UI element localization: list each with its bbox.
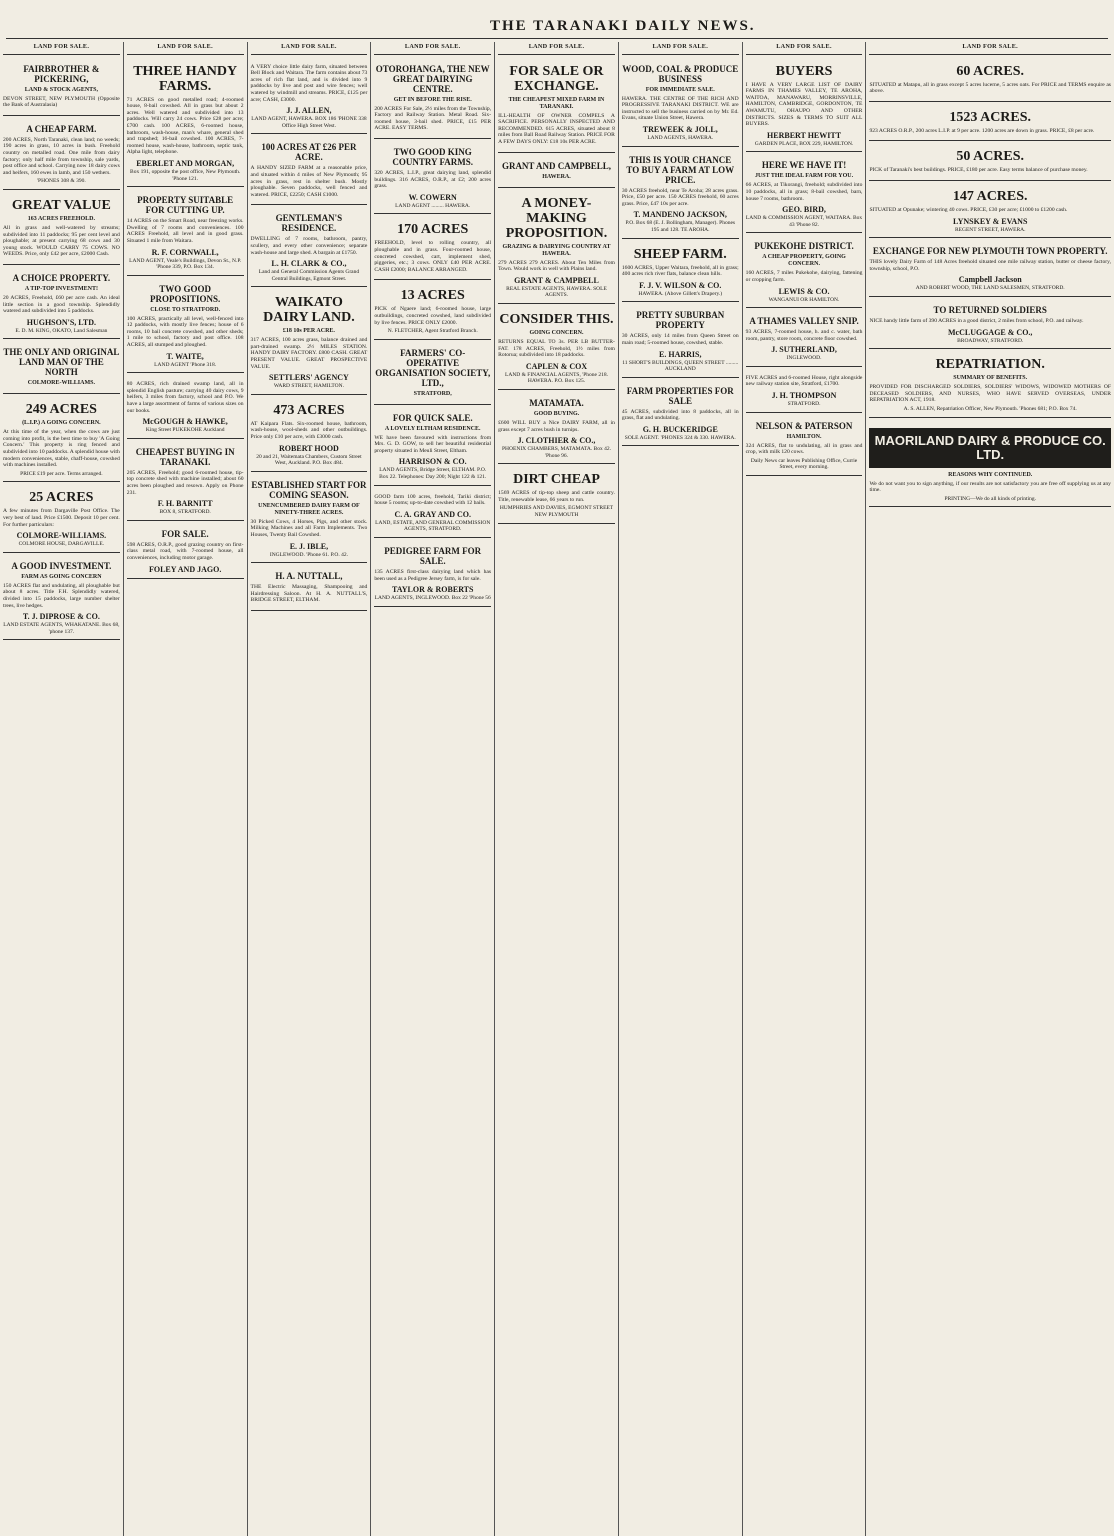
ad-body-text: 14 ACRES on the Smart Road, near freezing works. Dwelling of 7 rooms and conveniences. 100 ACRES Freehold, all level and in good grass. Situated 1 mile from Waitara. [126,218,244,244]
advertisement [374,142,491,214]
agent-address: 20 and 21, Waitemata Chambers, Custom Street West, Auckland. P.O. Box 484. [256,453,362,467]
advertisement [869,300,1111,349]
ad-subtitle: COLMORE-WILLIAMS. [27,380,95,387]
ad-title: A CHOICE PROPERTY. [12,272,111,283]
ad-title: TO RETURNED SOLDIERS [933,304,1047,315]
advertisement [746,236,863,308]
ad-title: GENTLEMAN'S RESIDENCE. [275,213,343,234]
agent-address: SOLE AGENT. 'PHONES 324 & 330. HAWERA. [624,434,736,441]
ad-title: TWO GOOD PROPOSITIONS. [150,283,221,304]
agent-address: REAL ESTATE AGENTS, HAWERA. SOLE AGENTS. [506,285,607,299]
agent-name: HUGHSON'S, LTD. [26,317,97,327]
ad-title: THREE HANDY FARMS. [133,63,238,94]
ad-body-text: 923 ACRES O.R.P., 200 acres L.I.P. at 9 per acre. 1200 acres are down in grass. PRICE, £8 per acre. [869,127,1095,134]
ad-title: 1523 ACRES. [949,109,1032,125]
ad-body-text: WE have been favoured with instructions from Mrs. G. D. GOW, to sell her beautiful residential property situated in Meuli Street, Eltham. [374,434,492,454]
ad-body-text: HAWERA. THE CENTRE OF THE RICH AND PROGRESSIVE TARANAKI DISTRICT. WE are instructed to sell the business carried on by Mr. Ed. Evans, situate Union Street, Hawera. [621,95,739,122]
agent-name: W. COWERN [408,192,457,202]
ad-body-text: PICK of Ngaere land; 6-roomed house, large outbuildings, concreted cowshed, land subdivided by live fences. PRICE ONLY £2000. [374,306,492,326]
advertisement [374,408,491,486]
ad-body-text: All in grass and well-watered by streams; subdivided into 11 paddocks; 95 per cent level and ploughable; at present carrying 68 cows and 30 young stock. WOULD CARRY 75 COWS. NO WEEDS. Price, only £42 per acre, £2000 Cash. [3,224,120,258]
ad-subtitle: HAMILTON. [786,433,822,440]
advertisement [622,381,739,447]
agent-name: TREWEEK & JOLL, [642,124,718,134]
advertisement [127,524,244,579]
ad-body-text: 30 Picked Cows, 4 Horses, Pigs, and other stock. Milking Machines and all Farm Implements. Two Houses, Twenty Bail Cowshed. [250,518,368,538]
agent-name: T. MANDENO JACKSON, [633,210,727,220]
column-heading: LAND FOR SALE. [374,42,491,55]
agent-name: J. J. ALLEN, [286,106,332,116]
agent-address: LAND ESTATE AGENTS, WHAKATANE. Box 68, 'phone 137. [3,622,120,635]
ad-subtitle: GET IN BEFORE THE RISE. [393,96,472,103]
agent-name: EBERLET AND MORGAN, [136,158,235,168]
agent-name: E. HARRIS, [659,349,702,359]
ad-body-text: A few minutes from Dargaville Post Office. The very best of land. Price £1500. Deposit 10 per cent. For further particulars: [3,508,120,528]
agent-address: P.O. Box 68 (E. J. Bollingham, Manager). Phones 195 and 128. TE AROHA. [625,220,736,233]
agent-address: BROADWAY, STRATFORD. [957,337,1024,344]
column-heading: LAND FOR SALE. [498,42,615,55]
agent-address: PRICE £19 per acre. Terms arranged. [20,470,103,477]
ad-body-text: We do not want you to sign anything, if our results are not satisfactory you are free off supplying us at any time. [869,480,1111,494]
advertisement [869,59,1111,102]
agent-name: FOLEY AND JAGO. [148,564,222,574]
ad-title: SHEEP FARM. [633,246,727,262]
agent-address: E. D. M. KING, OKATO, Land Salesman [15,327,108,334]
ad-body-text: PROVIDED FOR DISCHARGED SOLDIERS, SOLDIERS' WIDOWS, WIDOWED MOTHERS OF DECEASED SOLDIERS, AND NURSES, WHO HAVE SERVED OVERSEAS, UNDER REPATRIATION ACT, 1918. [869,384,1111,404]
advertisement [3,342,120,394]
ad-subtitle: FARM AS GOING CONCERN [21,573,102,580]
agent-name: ROBERT HOOD [279,443,339,453]
agent-address: PHOENIX CHAMBERS, MATAMATA. Box 42. 'Phone 96. [502,446,611,459]
ad-body-text: SITUATED at Matapu, all in grass except 5 acres lucerne, 5 acres oats. For PRICE and TERMS enquire as above. [869,81,1111,95]
ad-body-text: FREEHOLD, level to rolling country, all ploughable and in grass. Four-roomed house, concreted cowshed, cart, implement shed, piggeries, etc.; 3 cows. ONLY £40 PER ACRE. CASH £2000; BALANCE ARRANGED. [374,240,492,273]
ad-title: WOOD, COAL & PRODUCE BUSINESS [622,63,739,84]
ad-body-text: 1600 ACRES, Upper Waitara, freehold, all in grass; 400 acres rich river flats, balance clean hills. [621,264,739,278]
ad-title: THIS IS YOUR CHANCE TO BUY A FARM AT LOW PRICE. [626,154,735,185]
ad-subtitle: SUMMARY OF BENEFITS. [953,375,1028,382]
ad-body-text: 71 ACRES on good metalled road; 4-roomed house, 8-bail cowshed. All in grass but about 2 acres. Well watered and subdivided into 13 paddocks. Will carry 24 cows. Price £28 per acre; £700 cash. 100 ACRES, 6-roomed house, bathroom, wash-house, man's whare, general shed and trapshed; 16-bail cowshed. 100 ACRES, 7-roomed house, wash-house, bathroom, septic tank, Alpha light, telephone. [126,96,244,156]
agent-name: HERBERT HEWITT [767,130,842,140]
ad-subtitle: A CHEAP PROPERTY, GOING CONCERN. [762,254,846,268]
ad-title: 147 ACRES. [952,188,1028,204]
advertisement [498,467,615,523]
advertisement [622,59,739,147]
ad-subtitle: REASONS WHY CONTINUED. [948,471,1033,478]
ad-title: BUYERS [775,63,833,79]
advertisement [3,59,120,116]
ad-body-text: 80 ACRES, rich drained swamp land, all in splendid English pasture; carrying 40 dairy cows, 9 heifers, 3 miles from factory, school and P.O. We have a large assortment of farms of various sizes on our books. [126,381,244,414]
column-heading: LAND FOR SALE. [251,42,368,55]
column-heading: LAND FOR SALE. [869,42,1111,55]
ad-body-text: A VERY choice little dairy farm, situated between Bell Block and Waitara. The farm contains about 73 acres of rich flat land, and is divided into 9 paddocks by live and post and wire fences; well watered by windmill and streams. PRICE, £125 per acre; CASH, £3000. [250,63,368,103]
agent-address: BOX 8, STRATFORD. [159,509,211,516]
ad-title: 13 ACRES [400,288,465,304]
ad-subtitle: FOR IMMEDIATE SALE. [645,86,715,93]
ad-title: H. A. NUTTALL, [275,571,343,582]
agent-name: E. J. IBLE, [289,541,329,551]
ad-title: A MONEY-MAKING PROPOSITION. [505,195,608,241]
ad-title: PEDIGREE FARM FOR SALE. [384,546,482,567]
agent-address: STRATFORD. [787,401,821,408]
agent-address: LAND & FINANCIAL AGENTS, 'Phone 218. HAWERA. P.O. Box 125. [504,371,608,385]
advertisement [498,59,615,153]
page-column [124,42,248,1536]
agent-address: LAND AGENT, HAWERA. BOX 186 'PHONE 338 Office High Street West. [251,116,367,129]
ad-body-text: 135 ACRES first-class dairying land which has been used as a Pedigree Jersey farm, is for sale. [374,569,492,582]
page-column [866,42,1114,1536]
ad-body-text: RETURNS EQUAL TO 3s. PER LB BUTTER-FAT. 178 ACRES, Freehold, 1½ miles from Rotorua; subdivided into 18 paddocks. [498,338,615,359]
ad-body-text: AT Kaipara Flats. Six-roomed house, bathroom, wash-house, wool-sheds and other outbuildings. Price only £10 per acre, with £3000 cash. [250,420,368,441]
advertisement [869,241,1111,297]
ad-subtitle: 163 ACRES FREEHOLD. [27,215,95,222]
advertisement [869,184,1111,238]
ad-body-text: 150 ACRES flat and undulating, all ploughable but about 8 acres. Title F.H. Splendidly watered, divided into 15 paddocks, large number shelter trees, live hedges. [3,582,120,609]
agent-address: 'PHONES 308 & 390. [37,178,86,185]
ad-subtitle: THE CHEAPEST MIXED FARM IN TARANAKI. [508,96,605,110]
agent-address: PRINTING—We do all kinds of printing. [944,495,1036,502]
column-heading: LAND FOR SALE. [127,42,244,55]
advertisement [746,59,863,153]
agent-name: J. H. THOMPSON [771,391,837,401]
ad-title: PUKEKOHE DISTRICT. [754,241,854,252]
agent-name: GRANT & CAMPBELL [514,275,599,285]
advertisement [127,59,244,188]
advertisement [746,311,863,367]
advertisement [869,421,1111,508]
agent-address: LAND AGENTS, INGLEWOOD. Box 22 'Phone 56 [374,595,491,602]
agent-name: COLMORE-WILLIAMS. [16,531,107,541]
ad-title: A GOOD INVESTMENT. [11,560,112,571]
agent-name: SETTLERS' AGENCY [269,373,349,383]
ad-title: 50 ACRES. [956,149,1025,165]
ad-title: GREAT VALUE [11,197,111,213]
ad-title: CONSIDER THIS. [499,311,614,327]
ad-title: HERE WE HAVE IT! [761,160,847,171]
advertisement [3,485,120,552]
ad-subtitle: STRATFORD, [413,390,452,397]
advertisement [869,105,1111,142]
ad-body-text: THIS lovely Dairy Farm of 148 Acres freehold situated one mile railway station, butter or cheese factory, township, school, P.O. [869,259,1111,272]
advertisement [3,397,120,482]
ad-title: TWO GOOD KING COUNTRY FARMS. [392,146,474,167]
ad-body-text: 205 ACRES, Freehold; good 6-roomed house, tip-top concrete shed with machine installed; about 60 acres been ploughed and resown. Apply on Phone 231. [126,469,244,496]
masthead [0,0,1114,42]
agent-name: J. CLOTHIER & CO., [517,436,596,446]
ad-title: 473 ACRES [273,402,345,418]
ad-title: A THAMES VALLEY SNIP. [749,316,859,327]
ad-body-text: At this time of the year, when the cows are just coming into profit, is the best time to buy 'A Going Concern.' This property is ring fenced and subdivided into 10 paddocks. A splendid house with modern conveniences, stable, chaff-house, cowshed with machines installed. [3,429,120,469]
company-logo: MAORILAND DAIRY & PRODUCE CO. LTD. [869,428,1111,468]
agent-address: LAND AGENT ......... HAWERA. [395,202,471,209]
ad-body-text: 30 ACRES, only 14 miles from Queen Street on main road; 5-roomed house, cowshed, stable. [621,333,739,346]
ad-title: PRETTY SUBURBAN PROPERTY [636,310,725,331]
advertisement [374,217,491,280]
ad-title: FAIRBROTHER & PICKERING, [23,63,100,84]
agent-address: HAWERA. (Above Gillett's Drapery.) [638,290,723,297]
agent-address: Box 191, opposite the post office, New Plymouth. 'Phone 121. [130,168,241,182]
ad-title: OTOROHANGA, THE NEW GREAT DAIRYING CENTRE. [375,63,490,94]
column-heading: LAND FOR SALE. [622,42,739,55]
advertisement [622,242,739,303]
ad-body-text: FIVE ACRES and 6-roomed House, right alongside new railway station site, Stratford, £1700. [745,374,863,388]
ad-title: NELSON & PATERSON [755,420,853,431]
ad-body-text: DWELLING of 7 rooms, bathroom, pantry, scullery, and every other convenience; separate wash-house and large shed. A bargain at £1750. [250,236,368,256]
advertisement [251,290,368,395]
ad-subtitle: GOING CONCERN. [529,329,584,336]
ad-title: CHEAPEST BUYING IN TARANAKI. [135,446,235,467]
advertisement [746,416,863,476]
ad-body-text: DEVON STREET, NEW PLYMOUTH (Opposite the Bank of Australasia) [3,95,120,109]
ad-title: REPATRIATION. [935,357,1045,373]
agent-address: N. FLETCHER, Agent Stratford Branch. [387,328,478,335]
advertisement [251,59,368,135]
agent-address: INGLEWOOD. [786,355,822,362]
ad-subtitle: £18 10s PER ACRE. [282,328,335,335]
agent-address: AND ROBERT WOOD, THE LAND SALESMEN, STRATFORD. [915,285,1065,292]
agent-address: A. S. ALLEN, Repatriation Officer, New Plymouth. 'Phones 681; P.O. Box 74. [903,405,1077,412]
ad-subtitle: A TIP-TOP INVESTMENT! [24,285,98,292]
ad-subtitle: JUST THE IDEAL FARM FOR YOU. [754,173,854,180]
ad-title: WAIKATO DAIRY LAND. [263,295,355,326]
advertisement [374,59,491,139]
agent-address: INGLEWOOD. 'Phone 61. P.O. 42. [269,551,348,558]
ad-body-text: PICK of Taranaki's best buildings. PRICE, £180 per acre. Easy terms balance of purchase money. [869,167,1088,174]
ad-subtitle: A LOVELY ELTHAM RESIDENCE. [384,425,481,432]
page-column [743,42,867,1536]
ad-title: EXCHANGE FOR NEW PLYMOUTH TOWN PROPERTY. [872,246,1108,257]
columns [0,42,1114,1536]
agent-name: G. H. BUCKERIDGE [642,424,718,434]
agent-name: LYNSKEY & EVANS [953,216,1028,226]
agent-name: LEWIS & CO. [778,286,830,296]
agent-address: HUMPHRIES AND DAVIES, EGMONT STREET NEW PLYMOUTH [499,505,614,519]
page-column [371,42,495,1536]
ad-subtitle: UNENCUMBERED DAIRY FARM OF NINETY-THREE ACRES. [258,502,360,516]
ad-body-text: 100 ACRES, practically all level, well-fenced into 12 paddocks, with mostly live fences; house of 6 rooms, 10 bail concrete cowshed, and other sheds; 1 mile to school, factory and post office. 108 ACRES, all stumped and ploughed. [126,315,244,349]
ad-body-text: 160 ACRES, 7 miles Pukekohe, dairying, fattening or cropping farm. [745,270,863,283]
ad-title: FOR SALE OR EXCHANGE. [509,63,604,94]
page-column [248,42,372,1536]
agent-address: GARDEN PLACE, BOX 229, HAMILTON. [754,140,854,147]
ad-body-text: 200 ACRES For Sale, 2½ miles from the Township, Factory and Railway Station. Metal Road. Six-roomed house, 3-bail shed. PRICE, £15 PER ACRE. EASY TERMS. [374,105,492,132]
advertisement [251,398,368,472]
agent-address: 11 SHORT'S BUILDINGS, QUEEN STREET ......... AUCKLAND [622,359,739,373]
ad-subtitle: LAND & STOCK AGENTS, [24,86,98,93]
advertisement [251,566,368,611]
advertisement [3,268,120,339]
ad-title: MATAMATA. [529,397,584,408]
advertisement [622,150,739,239]
ad-title: DIRT CHEAP [513,472,600,488]
agent-address: LAND & COMMISSION AGENT, WAITARA. Box 43 'Phone 82. [745,215,863,228]
ad-title: FOR SALE. [161,528,209,539]
ad-body-text: NICE handy little farm of 390 ACRES in a good district, 2 miles from school, P.O. and railway. [869,317,1084,324]
agent-name: J. SUTHERLAND, [771,345,837,355]
column-heading: LAND FOR SALE. [746,42,863,55]
advertisement [746,370,863,413]
agent-address: WANGANUI OR HAMILTON. [768,296,840,303]
agent-name: TAYLOR & ROBERTS [391,585,474,595]
masthead-title: THE TARANAKI DAILY NEWS. [490,18,756,34]
agent-name: CAPLEN & COX [525,361,588,371]
ad-body-text: ILL-HEALTH OF OWNER COMPELS A SACRIFICE. PERSONALLY INSPECTED AND RECOMMENDED. 615 ACRES, situated about 8 miles from Ball Road Railway Station. PRICE FOR A FEW DAYS ONLY: £18 10s PER ACRE. [498,112,615,145]
agent-address: LAND AGENTS, HAWERA. [647,134,714,141]
agent-name: McCLUGGAGE & CO., [947,327,1033,337]
agent-name: HARRISON & CO. [398,457,467,467]
ad-title: 60 ACRES. [956,63,1025,79]
advertisement [498,393,615,464]
advertisement [3,556,120,641]
ad-title: FARM PROPERTIES FOR SALE [626,385,734,406]
advertisement [869,352,1111,417]
agent-name: Campbell Jackson [958,275,1022,285]
agent-name: R. F. CORNWALL, [151,247,219,257]
agent-address: Land and General Commission Agents Grand Central Buildings, Egmont Street. [258,269,360,282]
ad-body-text: 20 ACRES, Freehold, £60 per acre cash. An ideal little section in a good township. Splendidly watered and subdivided into 5 paddocks. [3,294,120,315]
agent-name: GEO. BIRD, [782,205,826,215]
ad-body-text: £600 WILL BUY a Nice DAIRY FARM, all in grass except 7 acres bush in turnips. [498,419,615,433]
advertisement [869,144,1111,181]
advertisement [498,156,615,188]
ad-subtitle: HAWERA. [542,173,571,180]
advertisement [251,475,368,563]
advertisement [3,193,120,265]
ad-body-text: 279 ACRES 279 ACRES. About Ten Miles from Town. Would work in well with Plains land. [498,259,615,273]
advertisement [374,343,491,405]
ad-title: ESTABLISHED START FOR COMING SEASON. [251,479,367,500]
agent-name: C. A. GRAY AND CO. [394,509,471,519]
agent-name: F. H. BARNITT [157,499,213,509]
ad-title: 25 ACRES [29,490,94,506]
agent-name: T. WAITE, [166,351,204,361]
ad-body-text: 200 ACRES, North Taranaki, clean land; no weeds; 190 acres in grass, 10 acres in bush. Freehold country on metalled road. One mile from dairy factory; only half mile from township, sale yards, post office and school. Carrying now 18 dairy cows and heifers, 160 ewes in lamb, and 150 wethers. [3,136,120,176]
ad-title: 170 ACRES [397,222,469,238]
agent-name: L. H. CLARK & CO., [271,259,347,269]
ad-body-text: 320 ACRES, L.I.P., great dairying land, splendid buildings. 316 ACRES, O.R.P., at £2; 200 acres grass. [374,169,492,190]
ad-body-text: 30 ACRES freehold, near Te Aroha; 28 acres grass. Price, £50 per acre. 150 ACRES freehold, 60 acres grass. Price, £47 10s per acre. [621,187,739,207]
ad-subtitle: CLOSE TO STRATFORD. [150,306,221,313]
ad-title: FOR QUICK SALE. [392,412,473,423]
ad-title: 249 ACRES [25,402,97,418]
ad-title: GRANT AND CAMPBELL, [501,160,612,171]
advertisement [622,305,739,377]
agent-address: WARD STREET, HAMILTON. [273,383,345,390]
agent-address: LAND AGENT, Veale's Buildings, Devon St., N.P. 'Phone 339, P.O. Box 134. [129,257,242,271]
column-heading: LAND FOR SALE. [3,42,120,55]
agent-address: LAND AGENTS, Bridge Street, ELTHAM. P.O. Box 22. Telephones: Day 200; Night 122 & 121. [379,467,487,481]
ad-title: 100 ACRES AT £26 PER ACRE. [261,142,357,163]
advertisement [127,376,244,439]
ad-body-text: 324 ACRES, flat to undulating, all in grass and crop, with milk 120 cows. [745,442,863,456]
ad-title: PROPERTY SUITABLE FOR CUTTING UP. [137,195,234,216]
agent-name: T. J. DIPROSE & CO. [22,612,100,622]
advertisement [374,489,491,538]
advertisement [127,190,244,276]
agent-address: REGENT STREET, HAWERA. [954,226,1026,233]
agent-address: King Street PUKEKOHE Auckland [145,427,225,434]
ad-body-text: SITUATED at Opunake; wintering 40 cows. PRICE, £30 per acre; £1000 to £1200 cash. [869,206,1068,213]
ad-body-text: 93 ACRES, 7-roomed house, h. and c. water, bath room, pantry, store room, concrete floor cowshed. [745,329,863,342]
ad-subtitle: GRAZING & DAIRYING COUNTRY AT HAWERA. [502,243,611,257]
advertisement [127,279,244,374]
ad-body-text: THE Electric Massaging, Shampooing and Hairdressing Saloon. At H. A. NUTTALL'S, BRIDGE STREET, ELTHAM. [250,584,368,604]
agent-address: LAND, ESTATE, AND GENERAL COMMISSION AGENTS, STRATFORD. [375,519,491,533]
ad-title: THE ONLY AND ORIGINAL LAND MAN OF THE NORTH [3,347,120,378]
page-column [619,42,743,1536]
masthead-rule [6,38,1108,39]
ad-body-text: 598 ACRES, O.R.P., good grazing country on first-class metal road, with 7-roomed house, all conveniences, including motor garage. [126,541,244,561]
page-column [495,42,619,1536]
advertisement [127,442,244,521]
advertisement [374,541,491,607]
advertisement [251,208,368,287]
agent-address: COLMORE HOUSE, DARGAVILLE. [18,541,105,548]
advertisement [3,119,120,190]
ad-body-text: GOOD farm 100 acres, freehold, Tariki district; house 5 rooms; up-to-date cowshed with 12 bails. [374,493,492,507]
advertisement [251,137,368,205]
advertisement [498,307,615,390]
ad-body-text: 1569 ACRES of tip-top sheep and cattle country. Title, renewable lease, 66 years to run. [498,490,615,503]
ad-title: A CHEAP FARM. [26,123,97,134]
ad-title: FARMERS' CO-OPERATIVE ORGANISATION SOCIETY, LTD., [375,347,491,388]
ad-body-text: I HAVE A VERY LARGE LIST OF DAIRY FARMS IN THAMES VALLEY, TE AROHA, WAITOA, MANAWARU, MORRINSVILLE, HAMILTON, CAMBRIDGE, GORDONTON, TE AWAMUTU, OHAUPO AND OTHER DISTRICTS. SIZES & TERMS TO SUIT ALL BUYERS. [745,81,863,128]
agent-address: Daily News car leaves Publishing Office, Currie Street, every morning. [750,457,858,471]
agent-name: McGOUGH & HAWKE, [142,417,228,427]
ad-subtitle: (L.I.P.) A GOING CONCERN. [22,420,101,427]
ad-body-text: A HANDY SIZED FARM at a reasonable price, and situated within 4 miles of New Plymouth; 95 acres in grass, rest in shelter bush. Mostly ploughable. Seven paddocks, well fenced and watered. PRICE, £2250; CASH £1000. [250,165,368,198]
page-column [0,42,124,1536]
ad-body-text: 45 ACRES, subdivided into 8 paddocks, all in grass, flat and undulating. [621,408,739,422]
agent-name: F. J. V. WILSON & CO. [639,280,722,290]
advertisement [374,283,491,339]
agent-address: LAND AGENT 'Phone 318. [154,361,217,368]
advertisement [746,155,863,233]
ad-subtitle: GOOD BUYING. [533,410,580,417]
advertisement [498,191,615,304]
ad-body-text: 317 ACRES, 100 acres grass, balance drained and part-drained swamp. 2½ MILES STATION. HANDY DAIRY FACTORY. £800 CASH. GREAT PRESENT VALUE. GREAT PROSPECTIVE VALUE. [250,337,368,370]
ad-body-text: 66 ACRES, at Tikorangi, freehold; subdivided into 10 paddocks, all in grass; 8-bail cowshed, barn, house 7 rooms, bathroom. [745,182,863,202]
